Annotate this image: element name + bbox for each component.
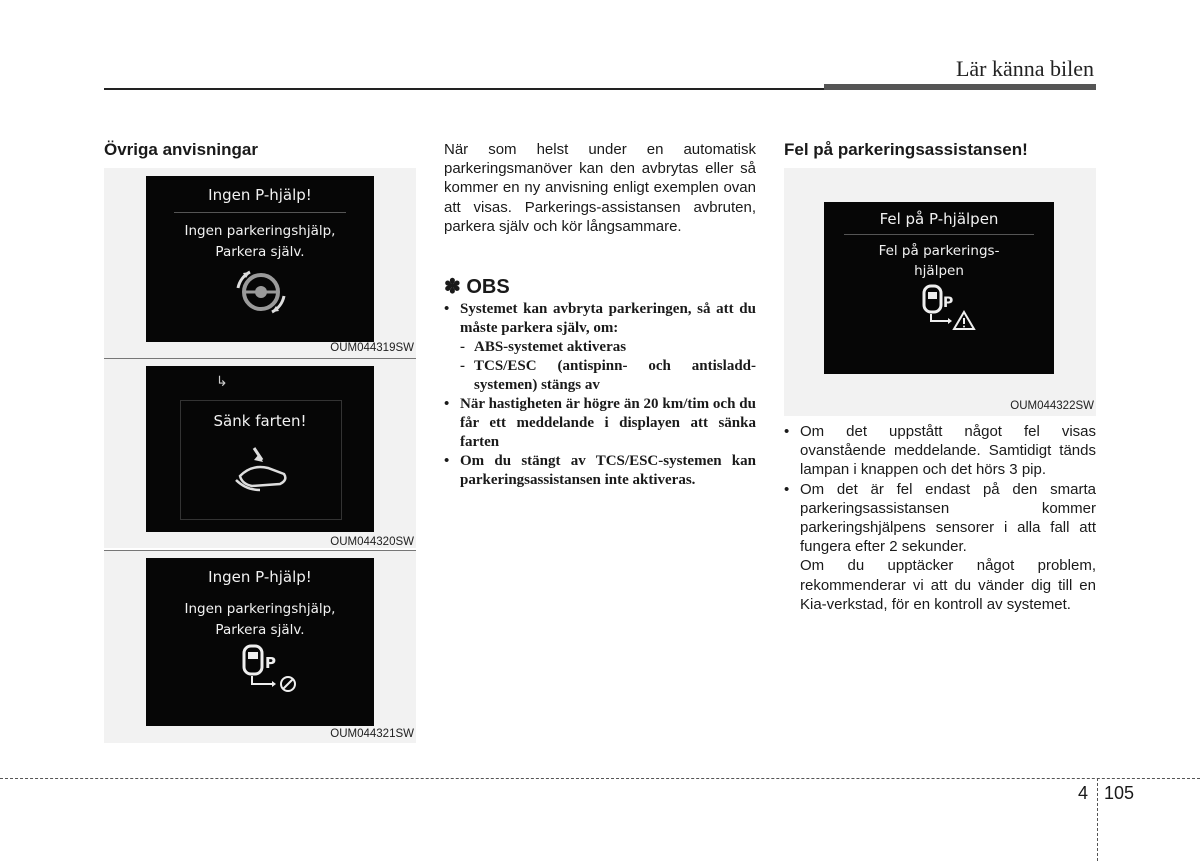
figure-divider	[104, 358, 416, 359]
display-message-line2: Parkera själv.	[215, 622, 305, 638]
display-divider	[174, 212, 346, 213]
fault-info-item: • Om det uppstått något fel visas ovanstående meddelande. Samtidigt tänds lampan i knappen och det hörs 3 pip.	[784, 423, 1096, 479]
display-message-line1: Ingen parkeringshjälp,	[184, 223, 336, 239]
obs-list	[444, 300, 756, 490]
figure-divider	[104, 550, 416, 551]
obs-item-text: Systemet kan avbryta parkeringen, så att du måste parkera själv, om:	[460, 301, 756, 336]
fault-info-list	[784, 422, 1096, 614]
figure-no-parking-help-2	[104, 550, 416, 743]
display-screen	[146, 366, 374, 532]
figure-caption: OUM044322SW	[1010, 400, 1094, 412]
intro-paragraph: När som helst under en automatisk parkeringsmanöver kan den avbrytas eller så kommer en ny anvisning enligt exemplen ovan att visas. Parkerings-assistansen avbruten, parkera själv och kör långsammare.	[444, 141, 756, 235]
page-number: 105	[1104, 783, 1135, 803]
figure-caption: OUM044320SW	[330, 536, 414, 548]
figure-caption: OUM044321SW	[330, 728, 414, 740]
figure-slow-down	[104, 358, 416, 548]
parking-unavailable-icon	[238, 644, 302, 694]
obs-subitem: - TCS/ESC (antispinn- och antisladd-systemen) stängs av	[460, 358, 756, 393]
obs-item: • Om du stängt av TCS/ESC-systemen kan parkeringsassistansen inte aktiveras.	[444, 453, 756, 488]
parking-warning-icon	[918, 284, 978, 332]
display-divider	[844, 234, 1034, 235]
figure-caption: OUM044319SW	[330, 342, 414, 354]
chapter-title: Lär känna bilen	[955, 56, 1094, 81]
display-message-line2: Parkera själv.	[215, 244, 305, 260]
obs-item-text: Om du stängt av TCS/ESC-systemen kan parkeringsassistansen inte aktiveras.	[460, 453, 756, 488]
obs-item-text: När hastigheten är högre än 20 km/tim och du får ett meddelande i displayen att sänka farten	[460, 396, 756, 450]
svg-text:P: P	[265, 654, 276, 672]
svg-text:P: P	[943, 295, 954, 311]
fault-info-text: Om det uppstått något fel visas ovanstående meddelande. Samtidigt tänds lampan i knappen och det hörs 3 pip.	[800, 423, 1096, 479]
footer-vertical-divider	[1097, 778, 1098, 861]
header-rule-accent	[824, 84, 1096, 90]
display-screen	[146, 176, 374, 342]
section-heading-parking-assist-fault: Fel på parkeringsassistansen!	[784, 140, 1028, 159]
obs-heading: ✽ OBS	[444, 276, 510, 298]
slow-down-pedal-icon	[232, 446, 292, 492]
display-message-line1: Fel på parkerings-	[878, 243, 1000, 259]
display-title: Ingen P-hjälp!	[208, 186, 312, 204]
obs-item: • Systemet kan avbryta parkeringen, så att du måste parkera själv, om:	[444, 301, 756, 336]
obs-item: • När hastigheten är högre än 20 km/tim och du får ett meddelande i displayen att sänka farten	[444, 396, 756, 450]
display-message-line1: Ingen parkeringshjälp,	[184, 601, 336, 617]
obs-subitem-text: TCS/ESC (antispinn- och antisladd-systemen) stängs av	[474, 358, 756, 393]
header-rule	[104, 88, 824, 90]
display-title: Ingen P-hjälp!	[208, 568, 312, 586]
obs-subitem-text: ABS-systemet aktiveras	[474, 339, 627, 355]
footer-divider	[0, 778, 1200, 779]
section-heading-other-instructions: Övriga anvisningar	[104, 140, 258, 159]
display-screen	[146, 558, 374, 726]
display-screen	[824, 202, 1054, 374]
fault-info-extra-text: Om du upptäcker något problem, rekommenderar vi att du vänder dig till en Kia-verkstad, för en kontroll av systemet.	[800, 557, 1096, 613]
display-message-line2: hjälpen	[914, 263, 964, 279]
chapter-number: 4	[1078, 783, 1089, 803]
display-title: Sänk farten!	[213, 412, 307, 430]
display-arrow-icon: ↳	[216, 374, 228, 390]
steering-wheel-icon	[228, 264, 294, 322]
obs-subitem: - ABS-systemet aktiveras	[460, 339, 627, 355]
figure-parking-assist-fault	[784, 168, 1096, 416]
fault-info-extra	[784, 556, 1096, 614]
display-title: Fel på P-hjälpen	[879, 210, 999, 228]
fault-info-text: Om det är fel endast på den smarta parkeringsassistansen kommer parkeringshjälpens sensorer i alla fall att fungera efter 2 sekunder.	[800, 480, 1096, 556]
fault-info-item: • Om det är fel endast på den smarta parkeringsassistansen kommer parkeringshjälpens sensorer i alla fall att fungera efter 2 sekunder.	[784, 480, 1096, 556]
figure-no-parking-help-1	[104, 168, 416, 358]
